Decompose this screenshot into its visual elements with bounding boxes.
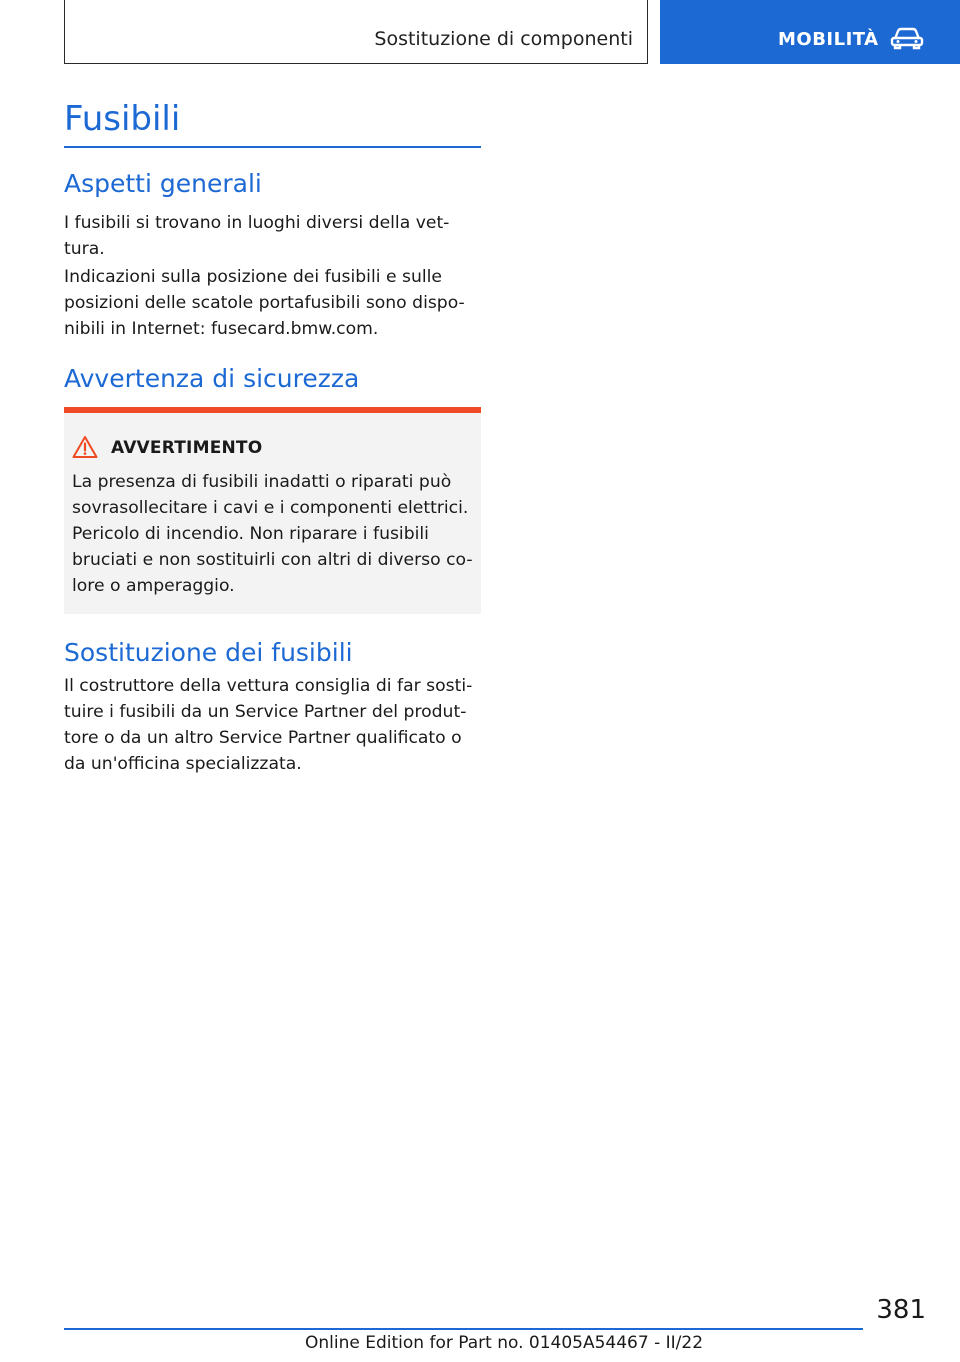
page-title: Fusibili — [64, 99, 181, 139]
heading-avvertenza-sicurezza: Avvertenza di sicurezza — [64, 364, 360, 393]
warning-text: La presenza di fusibili inadatti o riparati può sovrasollecitare i cavi e i componenti elettrici. Pericolo di incendio. Non riparare i fusibili bruciati e non sostituirli con altri di diverso co- lore o amperaggio. — [72, 472, 473, 596]
heading-aspetti-generali: Aspetti generali — [64, 169, 262, 198]
paragraph-service-partner: Il costruttore della vettura consiglia di far sosti- tuire i fusibili da un Service Partner del produt- tore o da un altro Service Partner qualificato o da un'officina specializzata. — [64, 676, 473, 774]
warning-box — [64, 407, 481, 614]
footer-divider — [64, 1328, 863, 1330]
car-icon — [890, 26, 924, 50]
chapter-tab-label: MOBILITÀ — [778, 29, 879, 50]
heading-sostituzione-fusibili: Sostituzione dei fusibili — [64, 638, 353, 667]
title-divider — [64, 146, 481, 148]
paragraph-fuse-locations: I fusibili si trovano in luoghi diversi della vet- tura. — [64, 213, 450, 259]
page-number: 381 — [876, 1295, 926, 1325]
section-title: Sostituzione di componenti — [374, 28, 633, 50]
footer-edition: Online Edition for Part no. 01405A54467 - II/22 — [305, 1333, 704, 1353]
chapter-tab[interactable] — [660, 0, 960, 64]
warning-triangle-icon — [72, 435, 98, 459]
paragraph-fusecard-info: Indicazioni sulla posizione dei fusibili e sulle posizioni delle scatole portafusibili sono dispo- nibili in Internet: fusecard.bmw.com. — [64, 267, 465, 339]
header-section-box — [64, 0, 648, 64]
warning-label: AVVERTIMENTO — [111, 438, 263, 458]
